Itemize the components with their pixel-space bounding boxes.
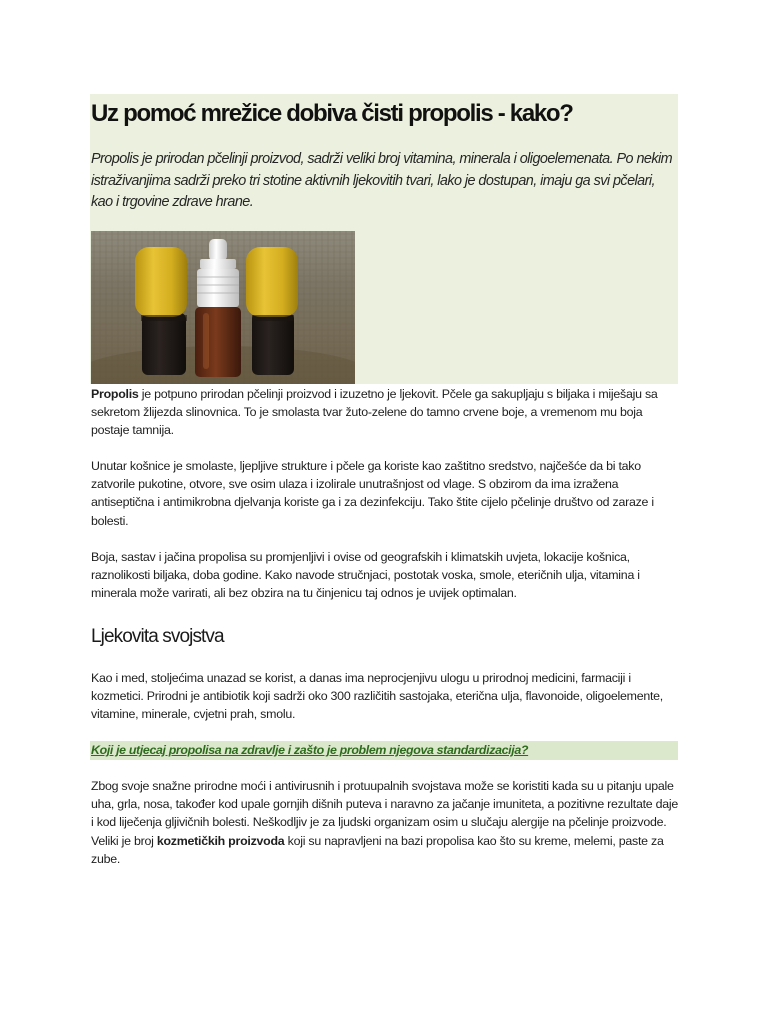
propolis-bottles-photo-svg (91, 231, 355, 384)
propolis-bold-term: Propolis (91, 387, 139, 401)
paragraph-health-start: Zbog svoje snažne prirodne moći i antivirusnih i protuupalnih svojstava može se koristiti kada su u pitanju upale uha, grla, nosa, također kod upale gornjih dišnih puteva i naravno za jačanje imuniteta, a pozitivne rezultate daje i kod liječenja gljivičnih bolesti. Neškodljiv je za ljudski organizam osim u slučaju alergije na pčelinje proizvode. Veliki je broj (91, 779, 679, 848)
paragraph-health-end: koji su napravljeni na bazi propolisa kao što su kreme, melemi, paste za zube. (91, 833, 664, 866)
article-lead: Propolis je prirodan pčelinji proizvod, sadrži veliki broj vitamina, minerala i oligoelemenata. Po nekim istraživanjima sadrži preko tri stotine aktivnih ljekovitih tvari, lako je dostupan, imaju ga svi pčelari, kao i trgovine zdrave hrane. (91, 151, 673, 210)
section-title: Ljekovita svojstva (91, 626, 224, 647)
paragraph-composition: Boja, sastav i jačina propolisa su promjenljivi i ovise od geografskih i klimatskih uvjeta, lokacije košnica, raznolikosti biljaka, doba godine. Kako navode stručnjaci, postotak voska, smole, eteričnih ulja, vitamina i minerala može varirati, ali bez obzira na tu činjenicu taj odnos je uvijek optimalan. (91, 550, 640, 601)
cosmetic-products-bold: kozmetičkih proizvoda (156, 833, 285, 848)
paragraph-health (91, 777, 681, 868)
paragraph-hive: Unutar košnice je smolaste, ljepljive strukture i pčele ga koriste kao zaštitno sredstvo, najčešće da bi tako zatvorile pukotine, otvore, sve osim ulaza i izolirale unutrašnjost od vlage. S obzirom da ima izražena antiseptična i antimikrobna djelvanja koriste ga i za dezinfekciju. Tako štite cijelo pčelinje društvo od zaraze i bolesti. (91, 459, 654, 528)
paragraph-healing: Kao i med, stoljećima unazad se korist, a danas ima neprocjenjivu ulogu u prirodnoj medicini, farmaciji i kozmetici. Prirodni je antibiotik koji sadrži oko 300 različitih sastojaka, eterična ulja, flavonoide, oligoelemente, vitamine, minerale, cvjetni prah, smolu. (91, 671, 663, 722)
subquestion-link[interactable]: Koji je utjecaj propolisa na zdravlje i zašto je problem njegova standardizacija? (91, 743, 529, 757)
paragraph-intro-text: je potpuno prirodan pčelinji proizvod i izuzetno je ljekovit. Pčele ga sakupljaju s biljaka i miješaju sa sekretom žlijezda slinovnica. To je smolasta tvar žuto-zelene do tamno crvene boje, a vremenom mu boja postaje tamnija. (91, 387, 658, 438)
article-title: Uz pomoć mrežice dobiva čisti propolis - kako? (91, 100, 573, 127)
propolis-bottles-photo (91, 231, 355, 384)
paragraph-intro (91, 385, 681, 440)
